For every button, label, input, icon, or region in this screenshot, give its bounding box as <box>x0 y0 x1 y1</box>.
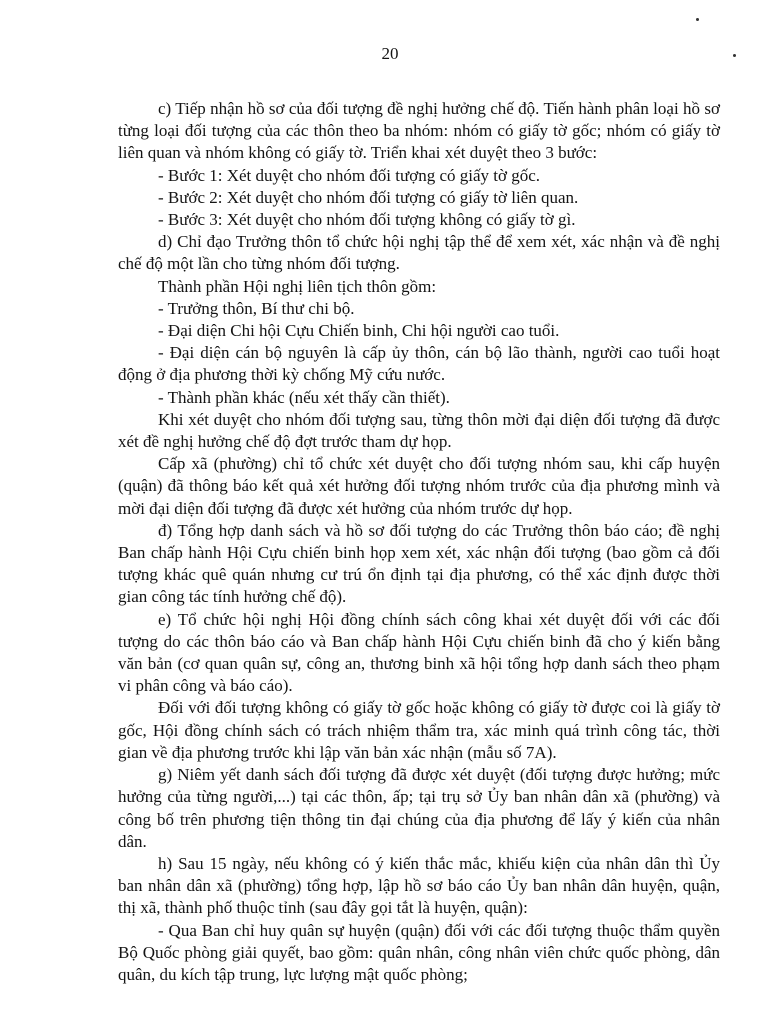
paragraph-h: h) Sau 15 ngày, nếu không có ý kiến thắc mắc, khiếu kiện của nhân dân thì Ủy ban nhân dân xã (phường) tổng hợp, lập hồ sơ báo cáo Ủy ban nhân dân huyện, quận, thị xã, thành phố thuộc tỉnh (sau đây gọi tắt là huyện, quận): <box>118 853 720 918</box>
paragraph-step-3: - Bước 3: Xét duyệt cho nhóm đối tượng không có giấy tờ gì. <box>158 210 576 230</box>
paragraph-next-group: Khi xét duyệt cho nhóm đối tượng sau, từng thôn mời đại diện đối tượng đã được xét đề nghị hưởng chế độ đợt trước tham dự họp. <box>118 409 720 452</box>
paragraph-g: g) Niêm yết danh sách đối tượng đã được xét duyệt (đối tượng được hưởng; mức hưởng của từng người,...) tại các thôn, ấp; tại trụ sở Ủy ban nhân dân xã (phường) và công bố trên phương tiện thông tin đại chúng của địa phương để lấy ý kiến của nhân dân. <box>118 765 720 851</box>
paragraph-member-4: - Thành phần khác (nếu xét thấy cần thiết). <box>158 387 450 407</box>
scan-speck-top <box>696 18 699 21</box>
paragraph-dd: đ) Tổng hợp danh sách và hồ sơ đối tượng do các Trưởng thôn báo cáo; đề nghị Ban chấp hành Hội Cựu chiến binh họp xem xét, xác nhận đối tượng (bao gồm cả đối tượng khác quê quán nhưng cư trú ổn định tại địa phương, có thể xác định được thời gian công tác tính hưởng chế độ). <box>118 520 720 607</box>
paragraph-c: c) Tiếp nhận hồ sơ của đối tượng đề nghị hưởng chế độ. Tiến hành phân loại hồ sơ từng loại đối tượng của các thôn theo ba nhóm: nhóm có giấy tờ gốc; nhóm có giấy tờ liên quan và nhóm không có giấy tờ. Triển khai xét duyệt theo 3 bước: <box>118 99 720 163</box>
paragraph-no-documents: Đối với đối tượng không có giấy tờ gốc hoặc không có giấy tờ được coi là giấy tờ gốc, Hội đồng chính sách có trách nhiệm thẩm tra, xác minh quá trình công tác, thời gian về địa phương trước khi lập văn bản xác nhận (mẫu số 7A). <box>118 698 720 762</box>
paragraph-d: d) Chỉ đạo Trưởng thôn tổ chức hội nghị tập thể để xem xét, xác nhận và đề nghị chế độ một lần cho từng nhóm đối tượng. <box>118 232 720 274</box>
paragraph-member-1: - Trưởng thôn, Bí thư chi bộ. <box>158 298 355 318</box>
paragraph-step-1: - Bước 1: Xét duyệt cho nhóm đối tượng có giấy tờ gốc. <box>158 165 541 185</box>
paragraph-e: e) Tổ chức hội nghị Hội đồng chính sách công khai xét duyệt đối với các đối tượng do các thôn báo cáo và Ban chấp hành Hội Cựu chiến binh đã cho ý kiến bằng văn bản (cơ quan quân sự, công an, thương binh xã hội tổng hợp danh sách theo phạm vi phân công và báo cáo). <box>118 609 720 696</box>
paragraph-member-3: - Đại diện cán bộ nguyên là cấp ủy thôn, cán bộ lão thành, người cao tuổi hoạt động ở địa phương thời kỳ chống Mỹ cứu nước. <box>118 343 720 385</box>
document-body <box>118 98 720 986</box>
paragraph-member-2: - Đại diện Chi hội Cựu Chiến binh, Chi hội người cao tuổi. <box>158 321 560 341</box>
page-number: 20 <box>381 44 399 63</box>
paragraph-step-2: - Bước 2: Xét duyệt cho nhóm đối tượng có giấy tờ liên quan. <box>158 187 579 207</box>
paragraph-commune-level: Cấp xã (phường) chỉ tổ chức xét duyệt cho đối tượng nhóm sau, khi cấp huyện (quận) đã thông báo kết quả xét hưởng đối tượng nhóm trước của địa phương mình và mời đại diện đối tượng đã được xét hưởng của nhóm trước dự họp. <box>118 454 720 518</box>
paragraph-meeting-composition: Thành phần Hội nghị liên tịch thôn gồm: <box>158 276 437 296</box>
paragraph-military-command: - Qua Ban chỉ huy quân sự huyện (quận) đối với các đối tượng thuộc thẩm quyền Bộ Quốc phòng giải quyết, bao gồm: quân nhân, công nhân viên chức quốc phòng, dân quân, du kích tập trung, lực lượng mật quốc phòng; <box>118 920 720 984</box>
